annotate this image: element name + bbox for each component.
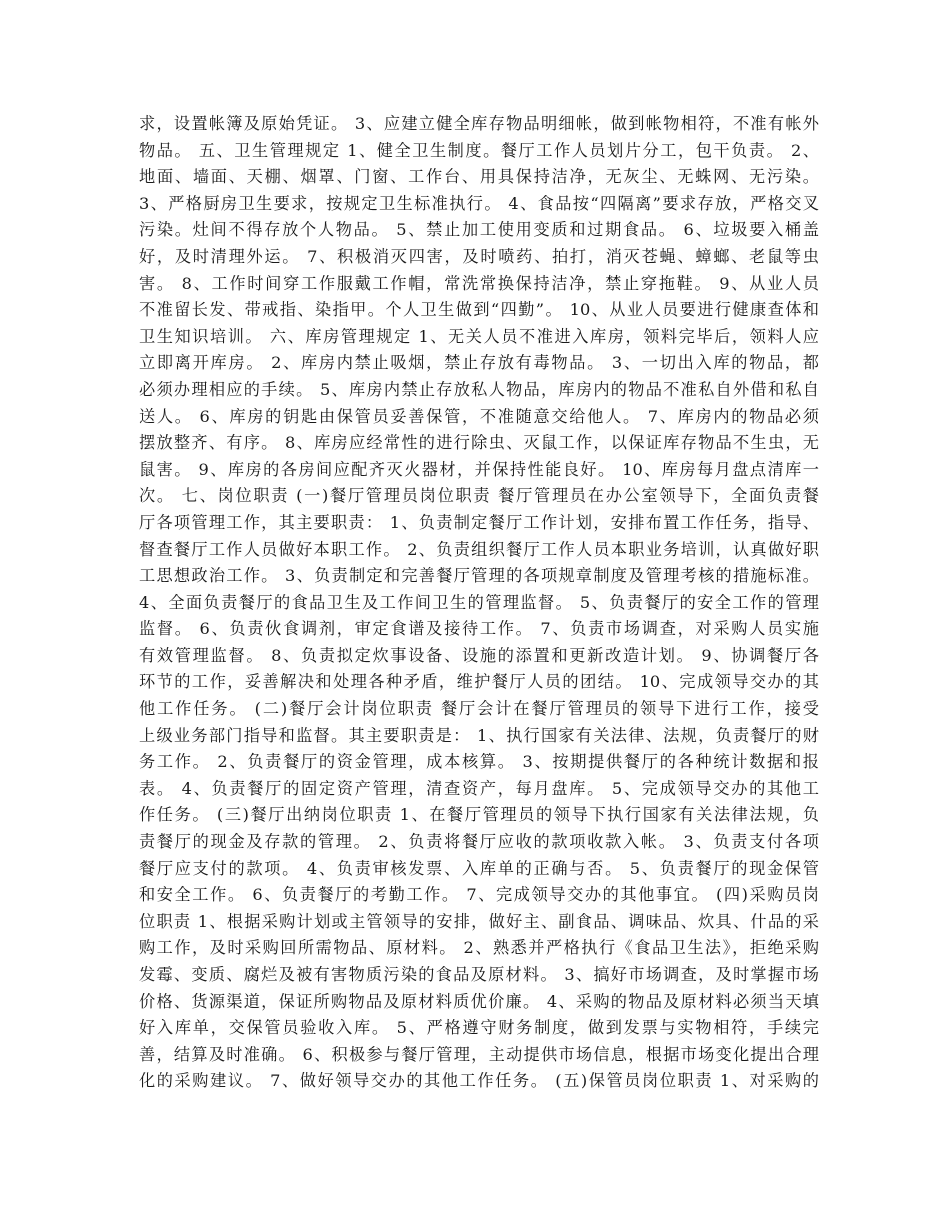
text-line: 3、严格厨房卫生要求，按规定卫生标准执行。 4、食品按“四隔离”要求存放，严格交叉: [139, 193, 819, 213]
text-line: 和安全工作。 6、负责餐厅的考勤工作。 7、完成领导交办的其他事宜。 (四)采购员岗: [139, 885, 819, 905]
text-line: 污染。灶间不得存放个人物品。 5、禁止加工使用变质和过期食品。 6、垃圾要入桶盖: [139, 220, 819, 240]
text-line: 次。 七、岗位职责 (一)餐厅管理员岗位职责 餐厅管理员在办公室领导下，全面负责餐: [139, 486, 819, 506]
text-line: 不准留长发、带戒指、染指甲。个人卫生做到“四勤”。 10、从业人员要进行健康查体和: [139, 300, 819, 320]
text-line: 送人。 6、库房的钥匙由保管员妥善保管，不准随意交给他人。 7、库房内的物品必须: [139, 406, 819, 426]
text-line: 必须办理相应的手续。 5、库房内禁止存放私人物品，库房内的物品不准私自外借和私自: [139, 379, 819, 399]
text-line: 善，结算及时准确。 6、积极参与餐厅管理，主动提供市场信息，根据市场变化提出合理: [139, 1044, 819, 1064]
text-line: 作任务。 (三)餐厅出纳岗位职责 1、在餐厅管理员的领导下执行国家有关法律法规，负: [139, 805, 819, 825]
text-line: 好，及时清理外运。 7、积极消灭四害，及时喷药、拍打，消灭苍蝇、蟑螂、老鼠等虫: [139, 246, 819, 266]
text-line: 化的采购建议。 7、做好领导交办的其他工作任务。 (五)保管员岗位职责 1、对采购的: [139, 1071, 819, 1091]
text-line: 餐厅应支付的款项。 4、负责审核发票、入库单的正确与否。 5、负责餐厅的现金保管: [139, 858, 819, 878]
text-line: 督查餐厅工作人员做好本职工作。 2、负责组织餐厅工作人员本职业务培训，认真做好职: [139, 539, 819, 559]
text-line: 物品。 五、卫生管理规定 1、健全卫生制度。餐厅工作人员划片分工，包干负责。 2、: [139, 140, 819, 160]
text-line: 有效管理监督。 8、负责拟定炊事设备、设施的添置和更新改造计划。 9、协调餐厅各: [139, 645, 819, 665]
text-line: 地面、墙面、天棚、烟罩、门窗、工作台、用具保持洁净，无灰尘、无蛛网、无污染。: [139, 167, 819, 187]
text-line: 价格、货源渠道，保证所购物品及原材料质优价廉。 4、采购的物品及原材料必须当天填: [139, 991, 819, 1011]
text-line: 害。 8、工作时间穿工作服戴工作帽，常洗常换保持洁净，禁止穿拖鞋。 9、从业人员: [139, 273, 819, 293]
text-line: 位职责 1、根据采购计划或主管领导的安排，做好主、副食品、调味品、炊具、什品的采: [139, 911, 819, 931]
document-body: [139, 111, 819, 1095]
text-line: 鼠害。 9、库房的各房间应配齐灭火器材，并保持性能良好。 10、库房每月盘点清库一: [139, 459, 819, 479]
text-line: 摆放整齐、有序。 8、库房应经常性的进行除虫、灭鼠工作，以保证库存物品不生虫，无: [139, 433, 819, 453]
text-line: 上级业务部门指导和监督。其主要职责是： 1、执行国家有关法律、法规，负责餐厅的财: [139, 725, 819, 745]
text-line: 工思想政治工作。 3、负责制定和完善餐厅管理的各项规章制度及管理考核的措施标准。: [139, 566, 819, 586]
text-line: 求，设置帐簿及原始凭证。 3、应建立健全库存物品明细帐，做到帐物相符，不准有帐外: [139, 114, 819, 133]
text-line: 好入库单，交保管员验收入库。 5、严格遵守财务制度，做到发票与实物相符，手续完: [139, 1018, 819, 1038]
text-line: 发霉、变质、腐烂及被有害物质污染的食品及原材料。 3、搞好市场调查，及时掌握市场: [139, 965, 819, 984]
text-line: 环节的工作，妥善解决和处理各种矛盾，维护餐厅人员的团结。 10、完成领导交办的其: [139, 672, 819, 692]
text-line: 责餐厅的现金及存款的管理。 2、负责将餐厅应收的款项收款入帐。 3、负责支付各项: [139, 832, 819, 852]
text-line: 卫生知识培训。 六、库房管理规定 1、无关人员不准进入库房，领料完毕后，领料人应: [139, 326, 819, 346]
text-line: 4、全面负责餐厅的食品卫生及工作间卫生的管理监督。 5、负责餐厅的安全工作的管理: [139, 592, 819, 612]
text-line: 厅各项管理工作，其主要职责： 1、负责制定餐厅工作计划，安排布置工作任务，指导、: [139, 512, 819, 532]
text-line: 监督。 6、负责伙食调剂，审定食谱及接待工作。 7、负责市场调查，对采购人员实施: [139, 619, 819, 639]
text-line: 他工作任务。 (二)餐厅会计岗位职责 餐厅会计在餐厅管理员的领导下进行工作，接受: [139, 699, 819, 719]
text-line: 立即离开库房。 2、库房内禁止吸烟，禁止存放有毒物品。 3、一切出入库的物品，都: [139, 353, 819, 373]
text-line: 务工作。 2、负责餐厅的资金管理，成本核算。 3、按期提供餐厅的各种统计数据和报: [139, 752, 819, 772]
text-line: 购工作，及时采购回所需物品、原材料。 2、熟悉并严格执行《食品卫生法》，拒绝采购: [139, 938, 819, 958]
text-line: 表。 4、负责餐厅的固定资产管理，清查资产，每月盘库。 5、完成领导交办的其他工: [139, 778, 819, 798]
